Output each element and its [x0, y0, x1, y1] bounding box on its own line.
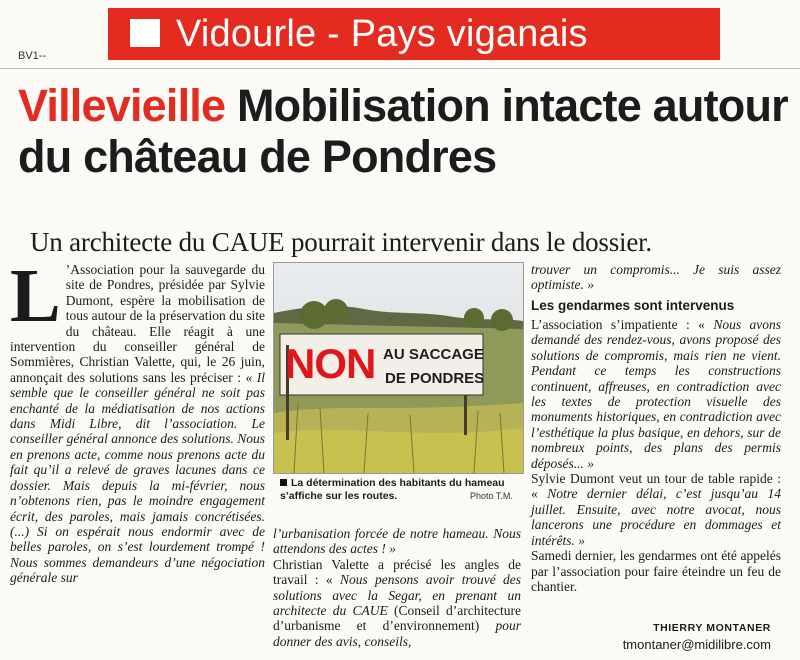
article-column-1 — [10, 254, 266, 586]
section-title: Vidourle - Pays viganais — [176, 13, 588, 55]
subheading: Les gendarmes sont intervenus — [531, 298, 735, 313]
valette-quote: Nous pensons avoir trouvé des solutions avec la Segar, en prenant un architecte du CAUE — [273, 572, 521, 619]
sign-line-1: AU SACCAGE — [383, 346, 484, 363]
subtitle: Un architecte du CAUE pourrait intervenir dans le dossier. — [30, 227, 652, 257]
article-column-3 — [531, 317, 781, 594]
page-code: BV1-- — [18, 50, 47, 62]
caption-text: La détermination des habitants du hameau s’affiche sur les routes. — [280, 477, 505, 502]
sign-big-text: NON — [285, 340, 376, 387]
dumont-quote: Notre dernier délai, c’est jusqu’au 14 juillet. Ensuite, avec notre avocat, nous lancerons une procédure en dommages et intérêts. » — [531, 486, 781, 548]
column-3-quote-continuation: trouver un compromis... Je suis assez optimiste. » — [531, 262, 781, 293]
caption-marker — [280, 479, 287, 486]
protest-sign — [279, 336, 489, 396]
association-quote: Il semble que le conseiller général ne soit pas enchanté de la médiatisation de nos actions dans Midi Libre, dit l’association. Le conseiller général annonce des solutions. Nous en prenons acte, comme nous prenons acte du fait qu’il a relevé de graves lacunes dans ce dossier. Mais depuis la mi-février, nous n’obtenons rien, pas le moindre engagement écrit, des paroles, mais jamais concrétisées. (...) Si on espérait nous endormir avec de belles paroles, on s’est lourdement trompé ! Nous sommes demandeurs d’une négociation générale sur — [10, 369, 266, 586]
author-signature: THIERRY MONTANER — [653, 622, 771, 634]
headline-block — [18, 80, 798, 182]
valette-quote-end: pour donner des avis, conseils, — [273, 618, 521, 649]
article-column-2 — [273, 526, 521, 649]
dumont-lead: Sylvie Dumont veut un tour de table rapide : « — [531, 471, 781, 502]
gendarmes-paragraph: Samedi dernier, les gendarmes ont été appelés par l’association pour faire éteindre un feu de chantier. — [531, 548, 781, 594]
quote-continuation: l’urbanisation forcée de notre hameau. Nous attendons des actes ! » — [273, 526, 521, 557]
section-banner-square — [130, 19, 160, 47]
valette-lead: Christian Valette a précisé les angles de travail : « — [273, 556, 521, 588]
sign-line-2: DE PONDRES — [385, 370, 485, 387]
photo-credit: Photo T.M. — [470, 491, 513, 501]
impatience-quote: Nous avons demandé des rendez-vous, avons proposé des solutions de compromis, mais rien ne vient. Pendant ce temps les constructions continuent, affreuses, en contradiction avec les textes de protection visuelle des monuments historiques, en contradiction avec l’esthétique la plus basique, en dehors, sur de nombreux points, des plans des permis déposés... » — [531, 317, 782, 471]
caue-definition: (Conseil d’architecture d’urbanisme et d’environnement) — [273, 603, 521, 634]
headline-kicker: Villevieille — [18, 80, 226, 131]
drop-cap: L — [10, 254, 61, 338]
author-email: tmontaner@midilibre.com — [622, 637, 771, 652]
intro-text: ’Association pour la sauvegarde du site de Pondres, présidée par Sylvie Dumont, espère la mobilisation de tous autour de la préservation du site du château. Elle réagit à une intervention du conseiller général de Sommières, Christian Valette, qui, le 26 juin, annonçait des solutions sans les préciser : « — [10, 262, 265, 385]
headline: Mobilisation intacte autour du château de Pondres — [18, 80, 788, 182]
impatience-lead: L’association s’impatiente : « — [531, 317, 705, 332]
divider — [0, 68, 800, 69]
